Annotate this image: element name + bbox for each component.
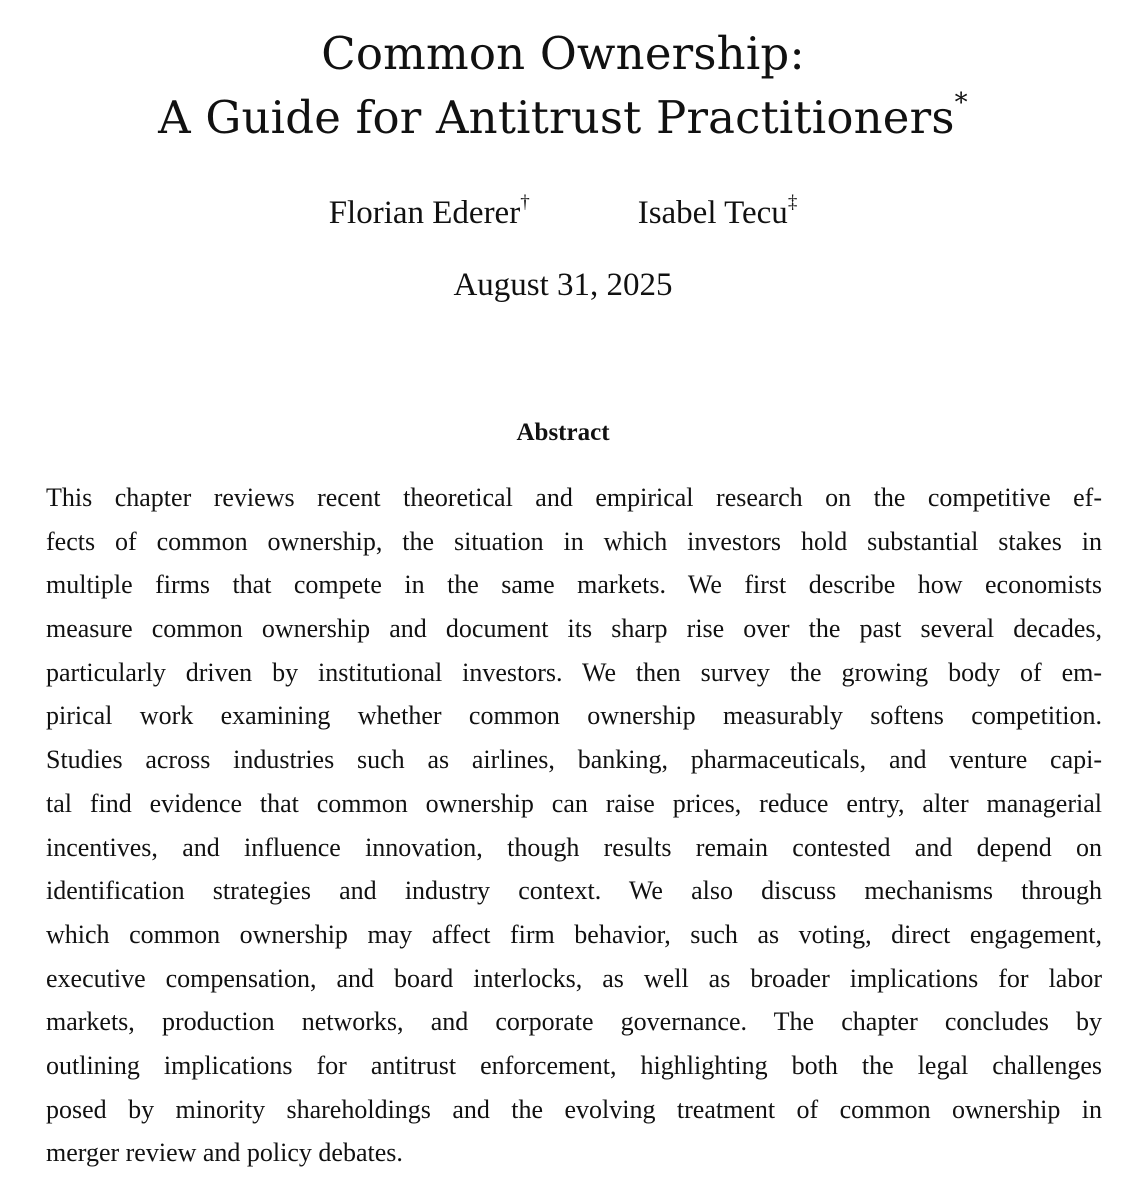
abstract-heading: Abstract [516, 419, 610, 446]
paper-title [0, 22, 1126, 150]
author-ederer [329, 193, 530, 233]
abstract-line: Studies across industries such as airlines, banking, pharmaceuticals, and venture capi- [46, 745, 1102, 775]
abstract-line: This chapter reviews recent theoretical and empirical research on the competitive ef- [46, 483, 1102, 512]
author-list [0, 193, 1126, 233]
title-line-2-text: A Guide for Antitrust Practitioners [158, 91, 955, 144]
abstract-line: pirical work examining whether common ownership measurably softens competition. [46, 701, 1102, 731]
abstract-line: multiple firms that compete in the same markets. We first describe how economists [46, 570, 1102, 600]
author-footnote-mark: † [520, 192, 530, 213]
author-name: Isabel Tecu [637, 195, 788, 231]
title-line-1: Common Ownership: [321, 27, 805, 80]
abstract-line: measure common ownership and document its sharp rise over the past several decades, [46, 614, 1102, 644]
abstract-line: tal find evidence that common ownership can raise prices, reduce entry, alter managerial [46, 788, 1102, 818]
abstract-line: incentives, and influence innovation, though results remain contested and depend on [46, 832, 1102, 862]
abstract-text [46, 476, 1102, 1175]
abstract-line: particularly driven by institutional investors. We then survey the growing body of em- [46, 657, 1102, 687]
title-line-2 [0, 86, 1126, 150]
abstract-line: executive compensation, and board interlocks, as well as broader implications for labor [46, 963, 1102, 993]
title-footnote-mark: * [954, 88, 968, 118]
author-footnote-mark: ‡ [787, 192, 798, 213]
abstract-line-last: merger review and policy debates. [46, 1138, 403, 1168]
abstract-line: identification strategies and industry context. We also discuss mechanisms through [46, 876, 1102, 906]
abstract-line: markets, production networks, and corporate governance. The chapter concludes by [46, 1007, 1102, 1037]
abstract-line: outlining implications for antitrust enforcement, highlighting both the legal challenges [46, 1050, 1102, 1080]
abstract-line: fects of common ownership, the situation in which investors hold substantial stakes in [46, 526, 1102, 556]
author-name: Florian Ederer [328, 195, 521, 231]
abstract-line: which common ownership may affect firm behavior, such as voting, direct engagement, [46, 919, 1102, 949]
publication-date: August 31, 2025 [453, 267, 673, 303]
abstract-line: posed by minority shareholdings and the evolving treatment of common ownership in [46, 1094, 1102, 1124]
author-tecu [638, 193, 798, 233]
